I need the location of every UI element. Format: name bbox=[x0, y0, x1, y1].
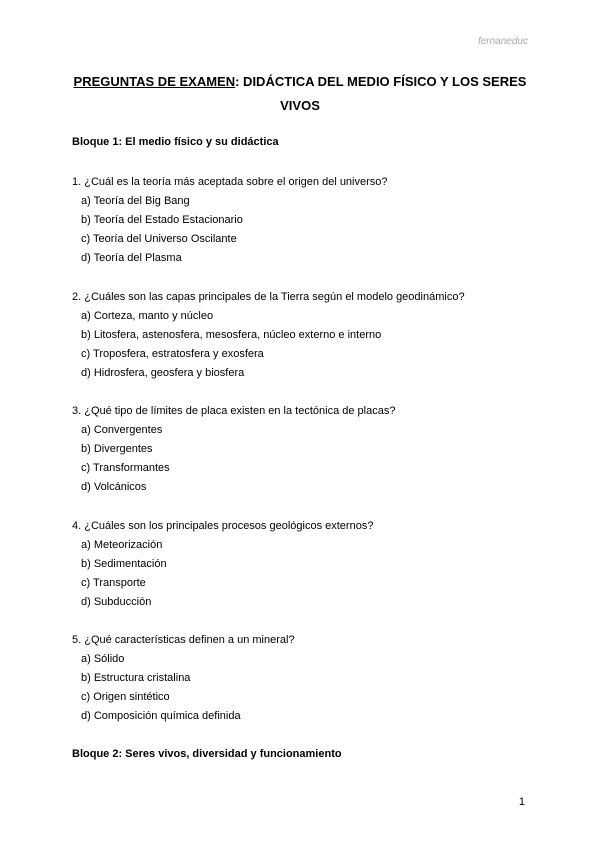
title-lead: PREGUNTAS DE EXAMEN bbox=[73, 74, 236, 89]
question-4 bbox=[72, 517, 542, 612]
option-d: d) Hidrosfera, geosfera y biosfera bbox=[81, 367, 245, 379]
option-a: a) Meteorización bbox=[81, 539, 163, 551]
watermark: fernaneduc bbox=[477, 36, 528, 47]
block-heading-1: Bloque 1: El medio físico y su didáctica bbox=[72, 136, 279, 148]
option-b: b) Teoría del Estado Estacionario bbox=[81, 214, 243, 226]
title-rest: : DIDÁCTICA DEL MEDIO FÍSICO Y LOS SERES VIVOS bbox=[235, 74, 527, 113]
option-a: a) Convergentes bbox=[81, 424, 163, 436]
option-d: d) Subducción bbox=[81, 596, 152, 608]
option-d: d) Volcánicos bbox=[81, 481, 147, 493]
question-3 bbox=[72, 402, 542, 497]
option-d: d) Teoría del Plasma bbox=[81, 252, 182, 264]
block-heading-2: Bloque 2: Seres vivos, diversidad y funcionamiento bbox=[72, 748, 342, 760]
option-c: c) Transporte bbox=[81, 577, 146, 589]
option-c: c) Teoría del Universo Oscilante bbox=[81, 233, 237, 245]
option-c: c) Origen sintético bbox=[81, 691, 170, 703]
option-c: c) Transformantes bbox=[81, 462, 170, 474]
question-text: 3. ¿Qué tipo de límites de placa existen en la tectónica de placas? bbox=[72, 405, 396, 417]
option-c: c) Troposfera, estratosfera y exosfera bbox=[81, 348, 264, 360]
question-text: 4. ¿Cuáles son los principales procesos geológicos externos? bbox=[72, 520, 374, 532]
option-b: b) Litosfera, astenosfera, mesosfera, núcleo externo e interno bbox=[81, 329, 382, 341]
question-5 bbox=[72, 631, 542, 726]
question-1 bbox=[72, 173, 542, 268]
question-text: 5. ¿Qué características definen a un mineral? bbox=[72, 634, 295, 646]
question-text: 1. ¿Cuál es la teoría más aceptada sobre el origen del universo? bbox=[72, 176, 388, 188]
option-d: d) Composición química definida bbox=[81, 710, 241, 722]
page-number: 1 bbox=[518, 796, 525, 808]
option-b: b) Estructura cristalina bbox=[81, 672, 191, 684]
option-a: a) Teoría del Big Bang bbox=[81, 195, 190, 207]
option-a: a) Corteza, manto y núcleo bbox=[81, 310, 214, 322]
option-b: b) Sedimentación bbox=[81, 558, 167, 570]
question-text: 2. ¿Cuáles son las capas principales de la Tierra según el modelo geodinámico? bbox=[72, 291, 465, 303]
page-title bbox=[60, 70, 540, 118]
option-b: b) Divergentes bbox=[81, 443, 153, 455]
question-2 bbox=[72, 288, 542, 383]
option-a: a) Sólido bbox=[81, 653, 125, 665]
